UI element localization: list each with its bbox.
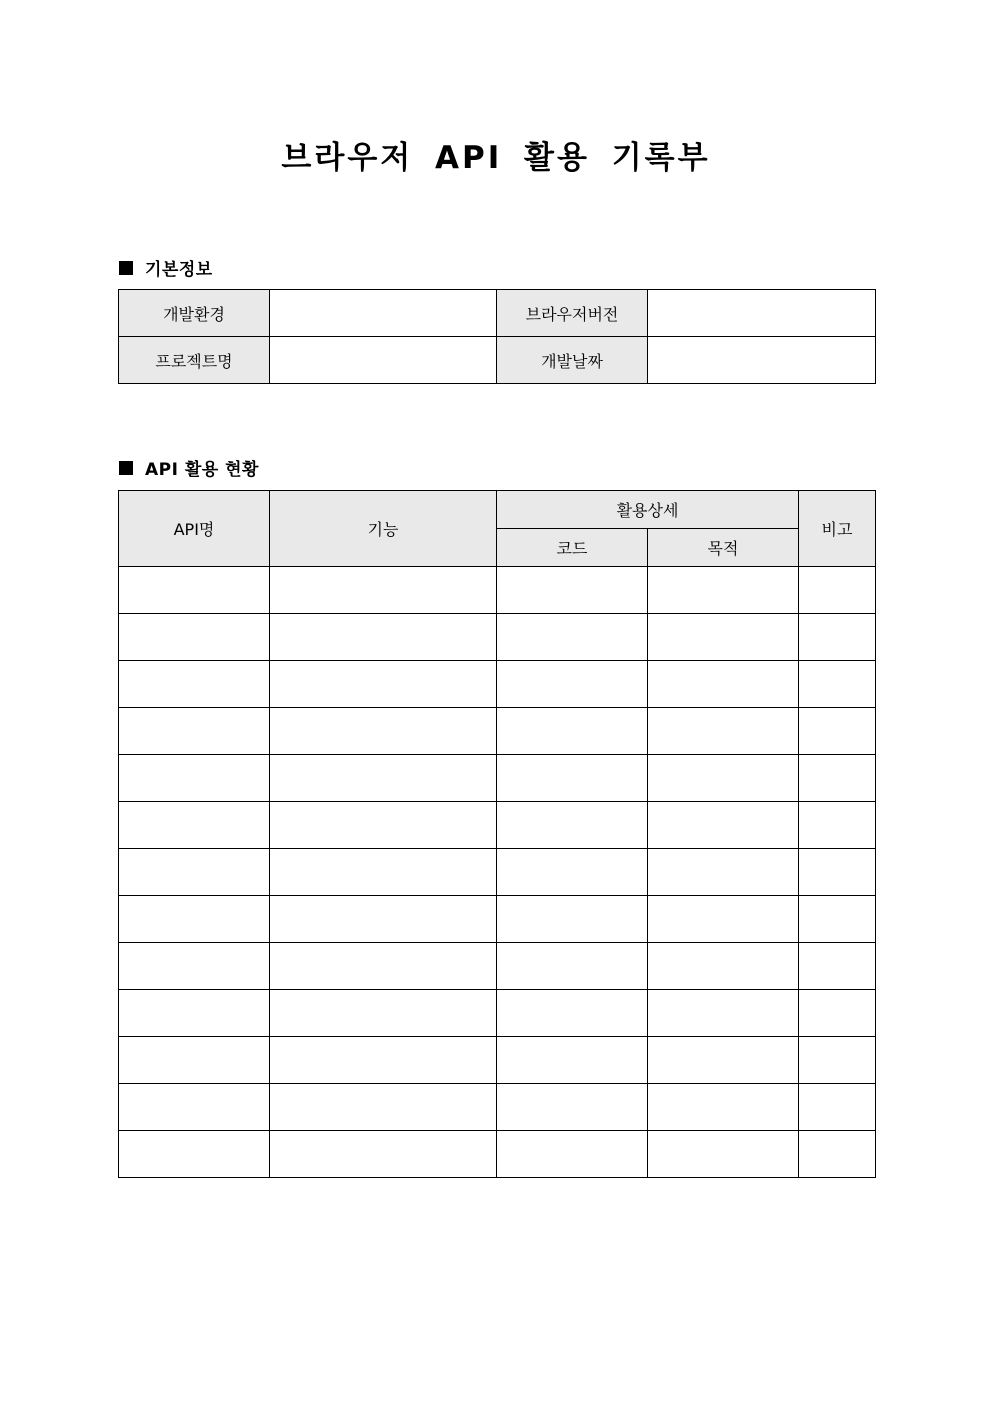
table-row: [119, 802, 876, 849]
cell-purpose[interactable]: [648, 849, 799, 896]
table-row: [119, 1084, 876, 1131]
cell-function[interactable]: [270, 708, 497, 755]
table-row: [119, 337, 876, 384]
cell-function[interactable]: [270, 567, 497, 614]
cell-api-name[interactable]: [119, 1131, 270, 1178]
table-row: [119, 1037, 876, 1084]
header-note: 비고: [799, 491, 876, 567]
field-dev-env[interactable]: [270, 290, 497, 337]
cell-api-name[interactable]: [119, 849, 270, 896]
cell-purpose[interactable]: [648, 1037, 799, 1084]
cell-note[interactable]: [799, 755, 876, 802]
cell-note[interactable]: [799, 896, 876, 943]
cell-purpose[interactable]: [648, 755, 799, 802]
cell-code[interactable]: [497, 849, 648, 896]
cell-function[interactable]: [270, 755, 497, 802]
cell-code[interactable]: [497, 1037, 648, 1084]
table-row: [119, 661, 876, 708]
cell-api-name[interactable]: [119, 567, 270, 614]
table-row: [119, 990, 876, 1037]
cell-function[interactable]: [270, 614, 497, 661]
field-project-name[interactable]: [270, 337, 497, 384]
cell-purpose[interactable]: [648, 990, 799, 1037]
cell-code[interactable]: [497, 990, 648, 1037]
cell-api-name[interactable]: [119, 614, 270, 661]
cell-function[interactable]: [270, 1037, 497, 1084]
cell-function[interactable]: [270, 849, 497, 896]
cell-code[interactable]: [497, 896, 648, 943]
table-row: [119, 614, 876, 661]
cell-function[interactable]: [270, 1084, 497, 1131]
cell-api-name[interactable]: [119, 1084, 270, 1131]
cell-note[interactable]: [799, 1131, 876, 1178]
cell-note[interactable]: [799, 708, 876, 755]
table-row: [119, 943, 876, 990]
cell-note[interactable]: [799, 614, 876, 661]
cell-purpose[interactable]: [648, 896, 799, 943]
cell-note[interactable]: [799, 849, 876, 896]
cell-purpose[interactable]: [648, 567, 799, 614]
cell-function[interactable]: [270, 661, 497, 708]
table-row: [119, 567, 876, 614]
section-heading-api-usage: [119, 455, 259, 480]
table-row: [119, 708, 876, 755]
cell-purpose[interactable]: [648, 614, 799, 661]
table-row: [119, 1131, 876, 1178]
cell-function[interactable]: [270, 896, 497, 943]
label-project-name: 프로젝트명: [119, 337, 270, 384]
header-function: 기능: [270, 491, 497, 567]
cell-api-name[interactable]: [119, 802, 270, 849]
field-dev-date[interactable]: [648, 337, 876, 384]
cell-purpose[interactable]: [648, 661, 799, 708]
header-api-name: API명: [119, 491, 270, 567]
section-heading-basic-info: [119, 255, 213, 280]
section-heading-label: API 활용 현황: [145, 460, 259, 480]
label-dev-env: 개발환경: [119, 290, 270, 337]
cell-code[interactable]: [497, 1131, 648, 1178]
cell-api-name[interactable]: [119, 755, 270, 802]
cell-note[interactable]: [799, 1084, 876, 1131]
cell-note[interactable]: [799, 567, 876, 614]
header-code: 코드: [497, 529, 648, 567]
cell-api-name[interactable]: [119, 896, 270, 943]
cell-purpose[interactable]: [648, 708, 799, 755]
cell-purpose[interactable]: [648, 943, 799, 990]
cell-code[interactable]: [497, 614, 648, 661]
cell-function[interactable]: [270, 990, 497, 1037]
cell-code[interactable]: [497, 802, 648, 849]
table-row: [119, 896, 876, 943]
table-row: [119, 755, 876, 802]
cell-code[interactable]: [497, 567, 648, 614]
header-usage-detail: 활용상세: [497, 491, 799, 529]
document-title: 브라우저 API 활용 기록부: [281, 140, 711, 176]
cell-api-name[interactable]: [119, 990, 270, 1037]
section-heading-label: 기본정보: [145, 260, 213, 280]
cell-function[interactable]: [270, 802, 497, 849]
cell-note[interactable]: [799, 802, 876, 849]
label-browser-version: 브라우저버전: [497, 290, 648, 337]
api-usage-rows: [119, 567, 876, 1178]
header-purpose: 목적: [648, 529, 799, 567]
basic-info-table: [118, 289, 876, 384]
cell-code[interactable]: [497, 755, 648, 802]
square-bullet-icon: [119, 461, 133, 475]
square-bullet-icon: [119, 261, 133, 275]
cell-note[interactable]: [799, 943, 876, 990]
cell-api-name[interactable]: [119, 661, 270, 708]
field-browser-version[interactable]: [648, 290, 876, 337]
table-header-row: [119, 491, 876, 529]
cell-note[interactable]: [799, 661, 876, 708]
cell-code[interactable]: [497, 661, 648, 708]
cell-api-name[interactable]: [119, 943, 270, 990]
cell-function[interactable]: [270, 943, 497, 990]
cell-code[interactable]: [497, 943, 648, 990]
cell-purpose[interactable]: [648, 802, 799, 849]
cell-purpose[interactable]: [648, 1131, 799, 1178]
label-dev-date: 개발날짜: [497, 337, 648, 384]
cell-purpose[interactable]: [648, 1084, 799, 1131]
api-usage-table: [118, 490, 876, 1178]
cell-code[interactable]: [497, 1084, 648, 1131]
cell-note[interactable]: [799, 990, 876, 1037]
cell-api-name[interactable]: [119, 708, 270, 755]
cell-note[interactable]: [799, 1037, 876, 1084]
cell-code[interactable]: [497, 708, 648, 755]
cell-function[interactable]: [270, 1131, 497, 1178]
cell-api-name[interactable]: [119, 1037, 270, 1084]
table-row: [119, 290, 876, 337]
table-row: [119, 849, 876, 896]
